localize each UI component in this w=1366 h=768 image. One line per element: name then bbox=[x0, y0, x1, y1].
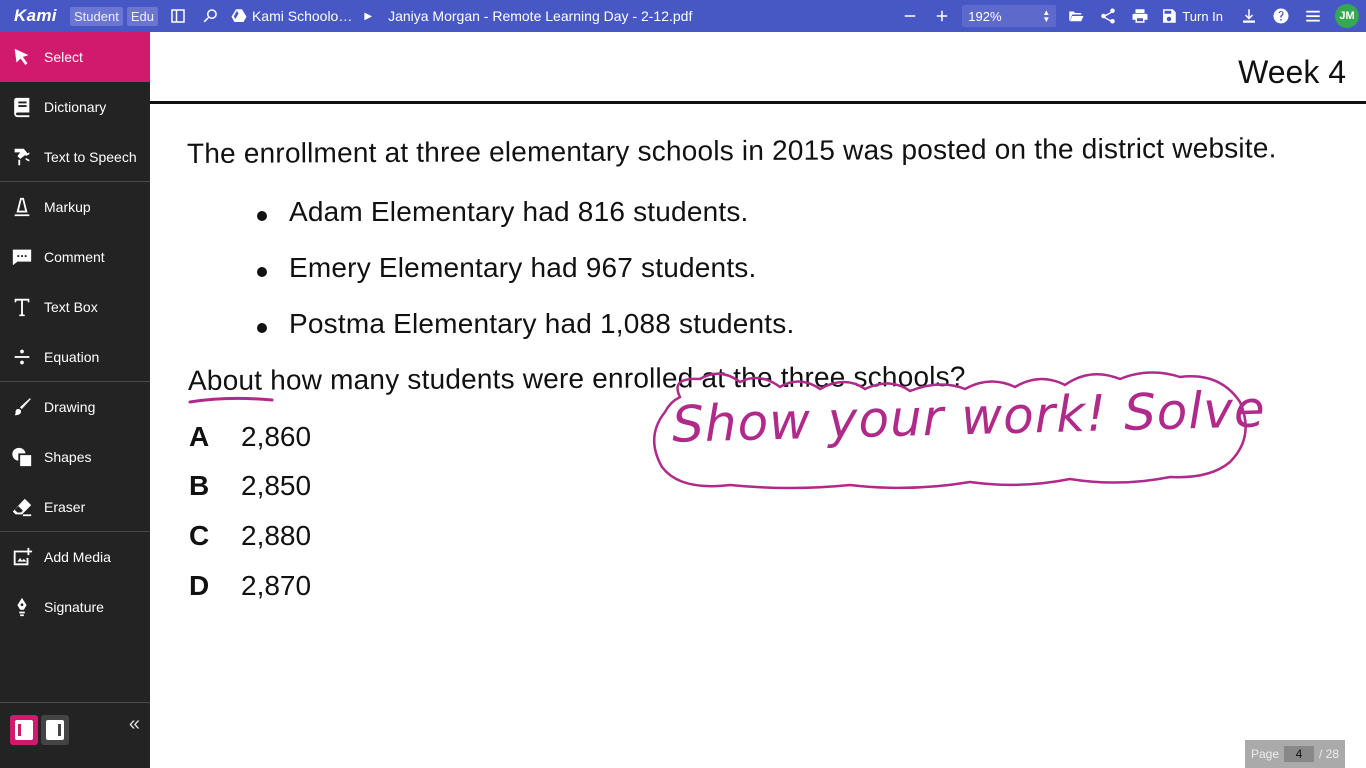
tool-dictionary[interactable] bbox=[0, 82, 150, 132]
turn-in-label: Turn In bbox=[1182, 8, 1223, 24]
tool-label: Equation bbox=[44, 348, 100, 365]
turn-in-button[interactable] bbox=[1156, 0, 1223, 32]
text-icon bbox=[0, 296, 44, 318]
download-icon[interactable] bbox=[1233, 0, 1265, 32]
help-icon[interactable] bbox=[1265, 0, 1297, 32]
tool-label: Signature bbox=[44, 599, 104, 615]
student-tag: Student bbox=[70, 7, 123, 26]
print-icon[interactable] bbox=[1124, 0, 1156, 32]
zoom-in-icon[interactable] bbox=[926, 0, 958, 32]
tool-text-box[interactable] bbox=[0, 282, 150, 332]
bullet-dot bbox=[257, 323, 267, 333]
document-viewer[interactable] bbox=[150, 32, 1366, 768]
option-letter: D bbox=[189, 570, 210, 601]
page-label: Page bbox=[1250, 747, 1279, 761]
right-panel-mode-button[interactable] bbox=[41, 715, 69, 745]
tool-shapes[interactable] bbox=[0, 432, 150, 482]
page-indicator bbox=[1245, 740, 1345, 768]
tool-label: Text to Speech bbox=[44, 148, 137, 165]
zoom-value: 192% bbox=[968, 8, 1002, 24]
tool-markup[interactable] bbox=[0, 182, 150, 232]
edu-tag: Edu bbox=[127, 7, 158, 26]
option-letter: B bbox=[189, 470, 210, 501]
breadcrumb-folder[interactable]: Kami Schoolo… bbox=[251, 8, 353, 24]
brush-icon bbox=[0, 396, 44, 418]
google-drive-icon bbox=[226, 0, 252, 32]
tool-label: Eraser bbox=[44, 498, 86, 515]
highlighter-icon bbox=[0, 196, 44, 218]
speech-icon bbox=[0, 146, 44, 168]
page-total: / 28 bbox=[1319, 747, 1340, 761]
option-letter: A bbox=[189, 421, 210, 452]
header-rule bbox=[150, 101, 1366, 104]
tool-eraser[interactable] bbox=[0, 482, 150, 532]
shapes-icon bbox=[0, 446, 44, 468]
search-icon[interactable] bbox=[194, 0, 226, 32]
option-value: 2,870 bbox=[241, 570, 312, 601]
option-letter: C bbox=[189, 520, 210, 551]
cursor-icon bbox=[0, 46, 44, 68]
tool-label: Text Box bbox=[44, 299, 98, 315]
sidebar-footer bbox=[0, 702, 150, 768]
sidebar-toggle-icon[interactable] bbox=[162, 0, 194, 32]
tool-label: Comment bbox=[44, 249, 105, 265]
select-arrows-icon: ▲ ▼ bbox=[1042, 8, 1051, 24]
bullet-dot bbox=[257, 211, 267, 221]
tool-label: Shapes bbox=[44, 449, 92, 465]
top-toolbar bbox=[0, 0, 1366, 32]
bullet-dot bbox=[257, 267, 267, 277]
zoom-select[interactable] bbox=[962, 5, 1056, 27]
save-icon bbox=[1156, 0, 1182, 32]
week-heading: Week 4 bbox=[1238, 54, 1346, 90]
option-value: 2,880 bbox=[241, 520, 312, 551]
avatar[interactable]: JM bbox=[1335, 4, 1359, 28]
book-icon bbox=[0, 96, 44, 118]
tool-label: Drawing bbox=[44, 399, 96, 415]
option-value: 2,850 bbox=[241, 470, 312, 501]
bullet-item: Emery Elementary had 967 students. bbox=[289, 252, 757, 283]
handwritten-note: Show your work! Solve bbox=[671, 380, 1267, 454]
tool-drawing[interactable] bbox=[0, 382, 150, 432]
kami-logo[interactable]: Kami bbox=[14, 6, 57, 25]
page-number-input[interactable]: 4 bbox=[1284, 746, 1314, 762]
tool-label: Add Media bbox=[44, 549, 111, 565]
zoom-out-icon[interactable] bbox=[894, 0, 926, 32]
tool-comment[interactable] bbox=[0, 232, 150, 282]
option-value: 2,860 bbox=[241, 421, 312, 452]
collapse-sidebar-icon[interactable]: « bbox=[128, 713, 140, 735]
tool-text-to-speech[interactable] bbox=[0, 132, 150, 182]
file-name[interactable]: Janiya Morgan - Remote Learning Day - 2-12.pdf bbox=[388, 8, 693, 24]
tool-label: Dictionary bbox=[44, 99, 107, 115]
tool-select[interactable] bbox=[0, 32, 150, 82]
bullet-item: Adam Elementary had 816 students. bbox=[289, 196, 749, 227]
tool-equation[interactable] bbox=[0, 332, 150, 382]
share-icon[interactable] bbox=[1092, 0, 1124, 32]
comment-icon bbox=[0, 246, 44, 268]
tool-label: Select bbox=[44, 49, 83, 65]
bullet-item: Postma Elementary had 1,088 students. bbox=[289, 308, 795, 339]
image-icon bbox=[0, 546, 44, 568]
breadcrumb-arrow-icon: ▶ bbox=[364, 10, 373, 22]
tool-signature[interactable] bbox=[0, 582, 150, 632]
problem-intro: The enrollment at three elementary schools in 2015 was posted on the district website. bbox=[186, 132, 1277, 169]
eraser-icon bbox=[0, 496, 44, 518]
tool-add-media[interactable] bbox=[0, 532, 150, 582]
question-text: About how many students were enrolled at the three schools? bbox=[187, 360, 966, 396]
divide-icon bbox=[0, 346, 44, 368]
tool-sidebar bbox=[0, 32, 150, 768]
pen-icon bbox=[0, 596, 44, 618]
left-panel-mode-button[interactable] bbox=[10, 715, 38, 745]
tool-label: Markup bbox=[44, 199, 91, 215]
menu-icon[interactable] bbox=[1297, 0, 1329, 32]
underline-mark bbox=[188, 394, 278, 406]
open-folder-icon[interactable] bbox=[1060, 0, 1092, 32]
